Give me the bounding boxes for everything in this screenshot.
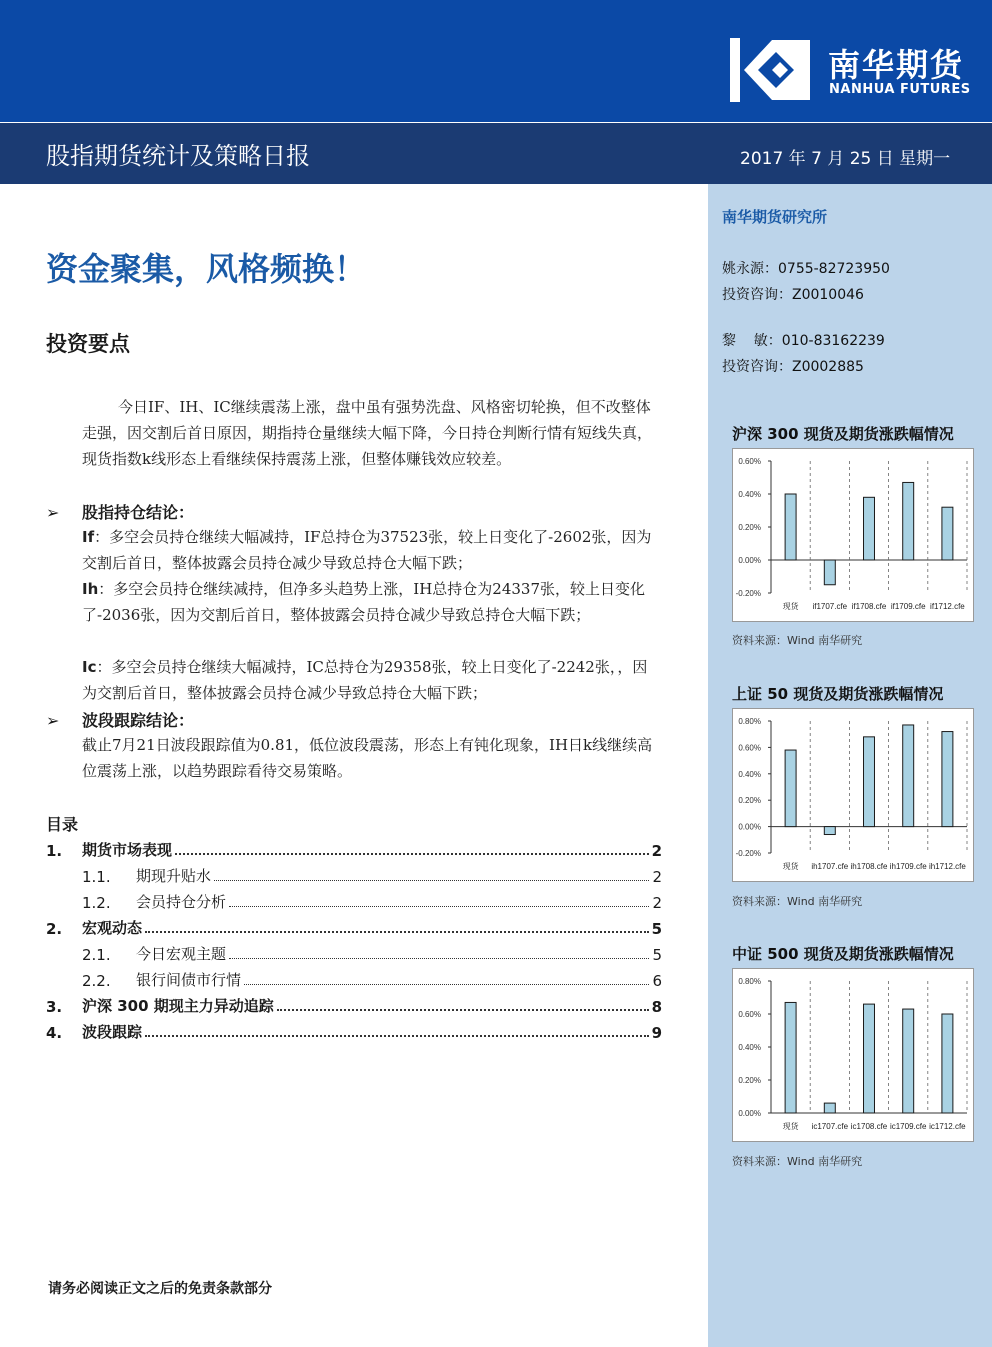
toc-number: 2.2. (82, 972, 111, 990)
bar (903, 482, 914, 560)
chart-title-zz500: 中证 500 现货及期货涨跌幅情况 (732, 945, 954, 963)
toc-entry[interactable] (46, 916, 662, 938)
toc-label: 今日宏观主题 (136, 945, 227, 963)
y-tick-label: 0.80% (738, 977, 761, 986)
if-label: If (82, 528, 95, 546)
if-text: ：多空会员持仓继续大幅减持，IF总持仓为37523张，较上日变化了-2602张，因为交割后首日，整体披露会员持仓减少导致总持仓大幅下跌； (82, 528, 652, 572)
toc-number: 1.2. (82, 894, 111, 912)
logo-english-text: NANHUA FUTURES (829, 82, 971, 97)
disclaimer-note: 请务必阅读正文之后的免责条款部分 (48, 1281, 272, 1297)
x-tick-label: if1708.cfe (851, 602, 887, 611)
chart-title-sz50: 上证 50 现货及期货涨跌幅情况 (732, 685, 944, 703)
chart-sz50 (732, 708, 974, 882)
ic-text: ：多空会员持仓继续大幅减持，IC总持仓为29358张，较上日变化了-2242张，，因为交割后首日，整体披露会员持仓减少导致总持仓大幅下跌； (82, 658, 648, 702)
bar (942, 507, 953, 560)
toc-label: 宏观动态 (82, 919, 143, 937)
y-tick-label: 0.00% (738, 822, 761, 832)
chart-zz500 (732, 968, 974, 1142)
y-tick-label: 0.40% (738, 769, 761, 779)
bar (942, 1014, 953, 1113)
y-tick-label: 0.20% (738, 523, 761, 532)
contact-line: 黎 敏：010-83162239 (722, 333, 885, 349)
arrow-bullet-icon: ➢ (46, 711, 60, 730)
x-tick-label: ic1709.cfe (889, 1122, 927, 1131)
toc-label: 波段跟踪 (82, 1023, 143, 1041)
toc-entry[interactable] (82, 890, 662, 912)
y-tick-label: -0.20% (735, 589, 761, 598)
bar (785, 750, 796, 827)
ih-paragraph (82, 576, 662, 628)
bar (864, 737, 875, 827)
x-tick-label: 现货 (782, 1122, 799, 1131)
x-tick-label: ih1712.cfe (928, 862, 966, 871)
y-tick-label: 0.80% (738, 717, 761, 726)
chart-hs300 (732, 448, 974, 622)
bullet-position-conclusion (46, 500, 194, 523)
toc-page-number: 2 (652, 894, 662, 912)
toc-number: 1.1. (82, 868, 111, 886)
toc-leader (229, 906, 649, 907)
y-tick-label: 0.60% (738, 1010, 761, 1019)
toc-label: 期现升贴水 (136, 867, 212, 885)
toc-entry[interactable] (82, 942, 662, 964)
y-tick-label: 0.20% (738, 796, 761, 806)
x-tick-label: if1707.cfe (812, 602, 848, 611)
nanhua-logo-icon (728, 36, 812, 104)
toc-page-number: 2 (652, 868, 662, 886)
toc-page-number: 2 (651, 842, 662, 860)
chart-source: 资料来源：Wind 南华研究 (732, 634, 863, 647)
toc-label: 银行间债市行情 (136, 971, 242, 989)
x-tick-label: ic1707.cfe (811, 1122, 849, 1131)
y-tick-label: -0.20% (735, 849, 761, 858)
x-tick-label: ic1712.cfe (929, 1122, 966, 1131)
chart-title-hs300: 沪深 300 现货及期货涨跌幅情况 (732, 425, 954, 443)
intro-paragraph: 今日IF、IH、IC继续震荡上涨，盘中虽有强势洗盘、风格密切轮换，但不改整体走强，因交割后首日原因，期指持仓量继续大幅下降，今日持仓判断行情有短线失真，现货指数k线形态上看继续保持震荡上涨，但整体赚钱效应较差。 (82, 398, 653, 468)
ic-label: Ic (82, 658, 97, 676)
toc-leader (175, 853, 649, 855)
institute-name: 南华期货研究所 (722, 208, 828, 226)
toc-number: 2.1. (82, 946, 111, 964)
contact-line: 投资咨询：Z0002885 (722, 359, 864, 375)
toc-number: 1. (46, 842, 63, 860)
toc-leader (145, 931, 649, 933)
x-tick-label: 现货 (782, 602, 799, 611)
x-tick-label: if1709.cfe (890, 602, 926, 611)
toc-title: 目录 (46, 815, 79, 834)
chart-source: 资料来源：Wind 南华研究 (732, 1155, 863, 1168)
y-tick-label: 0.20% (738, 1076, 761, 1085)
toc-page-number: 5 (652, 946, 662, 964)
ih-text: ：多空会员持仓继续减持，但净多头趋势上涨，IH总持仓为24337张，较上日变化了-2036张，因为交割后首日，整体披露会员持仓减少导致总持仓大幅下跌； (82, 580, 645, 624)
report-date: 2017 年 7 月 25 日 星期一 (740, 149, 951, 169)
toc-leader (214, 880, 649, 881)
x-tick-label: ih1707.cfe (811, 862, 849, 871)
toc-number: 3. (46, 998, 63, 1016)
toc-page-number: 8 (651, 998, 662, 1016)
bullet-wave-conclusion (46, 708, 194, 731)
toc-leader (277, 1009, 649, 1011)
bar (903, 1009, 914, 1113)
toc-label: 期货市场表现 (82, 841, 173, 859)
toc-leader (229, 958, 649, 959)
toc-entry[interactable] (82, 968, 662, 990)
y-tick-label: 0.00% (738, 1109, 761, 1118)
bar (785, 494, 796, 560)
toc-label: 沪深 300 期现主力异动追踪 (82, 997, 274, 1015)
x-tick-label: ic1708.cfe (850, 1122, 888, 1131)
toc-number: 4. (46, 1024, 63, 1042)
ih-label: Ih (82, 580, 99, 598)
headline: 资金聚集，风格频换！ (46, 250, 367, 288)
bar (785, 1002, 796, 1113)
y-tick-label: 0.60% (738, 457, 761, 466)
toc-page-number: 5 (651, 920, 662, 938)
report-title: 股指期货统计及策略日报 (46, 142, 310, 170)
y-tick-label: 0.40% (738, 1043, 761, 1052)
x-tick-label: if1712.cfe (930, 602, 965, 611)
wave-paragraph: 截止7月21日波段跟踪值为0.81，低位波段震荡，形态上有钝化现象，IH日k线继续高位震荡上涨，以趋势跟踪看待交易策略。 (82, 736, 653, 780)
chart-source: 资料来源：Wind 南华研究 (732, 895, 863, 908)
toc-entry[interactable] (46, 994, 662, 1016)
bar (864, 497, 875, 560)
bar (903, 725, 914, 827)
toc-page-number: 6 (652, 972, 662, 990)
bullet-title: 波段跟踪结论： (82, 711, 195, 730)
bar (824, 560, 835, 585)
bullet-title: 股指持仓结论： (82, 503, 195, 522)
x-tick-label: ih1709.cfe (889, 862, 927, 871)
y-tick-label: 0.40% (738, 490, 761, 499)
bar (824, 1103, 835, 1113)
toc-leader (244, 984, 649, 985)
contact-line: 投资咨询：Z0010046 (722, 287, 864, 303)
logo-chinese-text: 南华期货 (828, 46, 965, 84)
section-subtitle: 投资要点 (46, 332, 130, 356)
toc-entry[interactable] (46, 1020, 662, 1042)
if-paragraph (82, 524, 662, 576)
toc-entry[interactable] (46, 838, 662, 860)
x-tick-label: 现货 (782, 862, 799, 871)
contact-line: 姚永源：0755-82723950 (722, 261, 890, 277)
bar (942, 732, 953, 827)
x-tick-label: ih1708.cfe (850, 862, 888, 871)
bar (864, 1004, 875, 1113)
ic-paragraph (82, 654, 662, 706)
bar (824, 827, 835, 835)
toc-leader (145, 1035, 649, 1037)
toc-label: 会员持仓分析 (136, 893, 227, 911)
y-tick-label: 0.00% (738, 556, 761, 565)
toc-page-number: 9 (651, 1024, 662, 1042)
y-tick-label: 0.60% (738, 743, 761, 753)
arrow-bullet-icon: ➢ (46, 503, 60, 522)
toc-entry[interactable] (82, 864, 662, 886)
toc-number: 2. (46, 920, 63, 938)
